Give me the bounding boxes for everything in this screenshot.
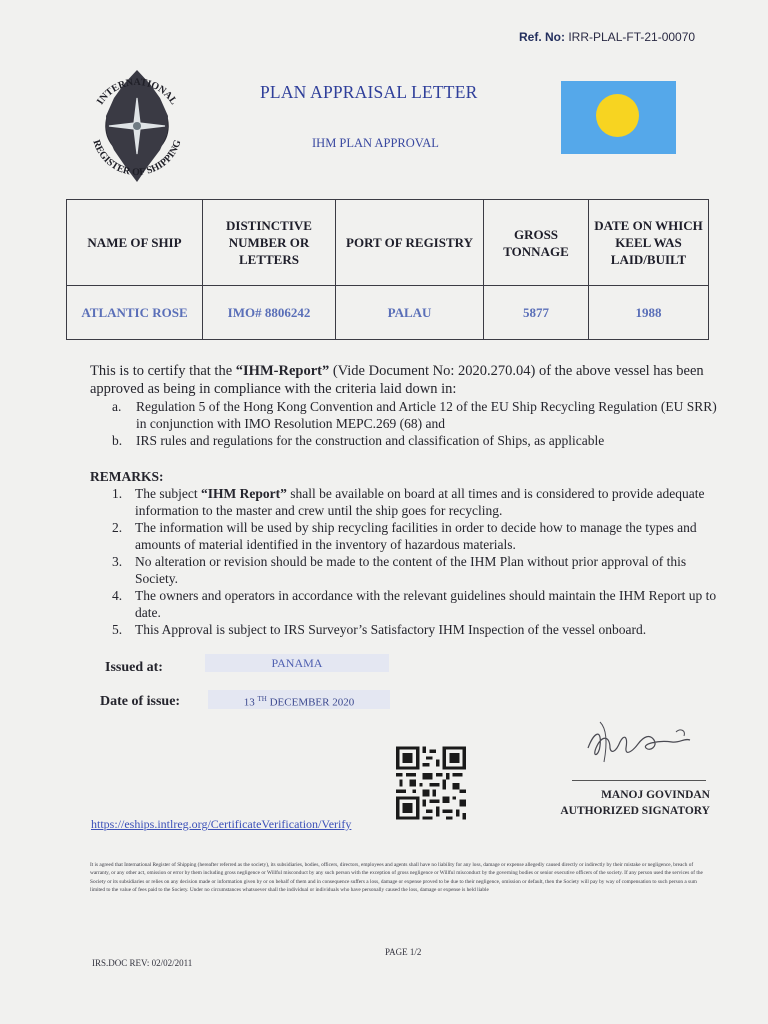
certify-report-name: “IHM-Report” bbox=[235, 363, 330, 379]
header-port-of-registry: PORT OF REGISTRY bbox=[336, 200, 484, 286]
date-of-issue-label: Date of issue: bbox=[100, 694, 181, 709]
signature-line bbox=[572, 780, 706, 781]
item-marker: a. bbox=[112, 399, 122, 414]
certify-paragraph bbox=[90, 362, 722, 398]
item-text: IRS rules and regulations for the construction and classification of Ships, as applicable bbox=[136, 433, 605, 448]
svg-text:REGISTER OF SHIPPING: REGISTER OF SHIPPING bbox=[90, 138, 184, 179]
item-marker: 3. bbox=[112, 554, 123, 569]
list-item bbox=[90, 587, 722, 621]
item-bold-text: “IHM Report” bbox=[200, 486, 287, 501]
page-number: PAGE 1/2 bbox=[385, 947, 422, 957]
issue-day-suffix: TH bbox=[257, 695, 267, 703]
qr-code-icon[interactable] bbox=[396, 746, 466, 820]
list-item bbox=[90, 621, 722, 638]
cell-year: 1988 bbox=[589, 286, 709, 340]
remarks-heading: REMARKS: bbox=[90, 469, 164, 484]
reference-number bbox=[519, 30, 695, 44]
item-text: The subject bbox=[135, 486, 201, 501]
item-marker: b. bbox=[112, 433, 123, 448]
item-text: The owners and operators in accordance with the relevant guidelines should maintain the IHM Report up to date. bbox=[135, 588, 717, 620]
item-text: No alteration or revision should be made to the content of the IHM Plan without prior approval of this Society. bbox=[135, 554, 687, 586]
flag-disc bbox=[596, 94, 639, 137]
list-item bbox=[90, 432, 722, 449]
table-row bbox=[67, 286, 709, 340]
liability-disclaimer: It is agreed that International Register of Shipping (hereafter referred as the society), its subsidiaries, bodies, officers, directors, employees and agents shall have no liability for any loss, damage or expense allegedly caused directly or indirectly by their mistake or negligence, breach of warranty, or any other act, omission or error by them including gross negligence or Willful misconduct by any such person with the exception of gross negligence or Willful misconduct by the governing bodies or senior executive officers of the society. If any person used the services of the Society or its subsidiaries or relies on any decision made or information given by or on behalf of them and in consequence suffers a loss, damage or expense proved to be due to their negligence, omission or default, then the Society will pay by way of compensation to such person a sum limited to the value of fees paid to the Society. Under no circumstances whatsoever shall the individual or individuals who have personally caused the loss, damage or expense is held liable bbox=[90, 862, 703, 894]
letter-subtitle: IHM PLAN APPROVAL bbox=[312, 136, 439, 150]
header-name-of-ship: NAME OF SHIP bbox=[67, 200, 203, 286]
item-marker: 5. bbox=[112, 622, 123, 637]
item-text: The information will be used by ship recycling facilities in order to decide how to manage the types and amounts of material identified in the inventory of hazardous materials. bbox=[135, 520, 697, 552]
list-item bbox=[90, 553, 722, 587]
issue-day: 13 bbox=[243, 696, 255, 709]
remarks-list bbox=[90, 485, 722, 638]
item-marker: 2. bbox=[112, 520, 123, 535]
issued-at-label: Issued at: bbox=[105, 660, 163, 675]
letter-title: PLAN APPRAISAL LETTER bbox=[260, 82, 478, 102]
document-revision-code: IRS.DOC REV: 02/02/2011 bbox=[92, 958, 193, 968]
item-text: shall be available on board at all times and is considered to provide adequate information to the master and crew until the ship goes for recycling. bbox=[135, 486, 705, 518]
palau-flag-icon bbox=[561, 81, 676, 154]
certificate-verification-link[interactable]: https://eships.intlreg.org/CertificateVerification/Verify bbox=[91, 817, 352, 831]
svg-text:INTERNATIONAL: INTERNATIONAL bbox=[94, 76, 179, 107]
cell-port: PALAU bbox=[336, 286, 484, 340]
list-item bbox=[90, 485, 722, 519]
issued-at-value: PANAMA bbox=[205, 654, 389, 672]
header-gross-tonnage: GROSS TONNAGE bbox=[484, 200, 589, 286]
reference-label: Ref. No: bbox=[519, 30, 565, 44]
item-marker: 4. bbox=[112, 588, 123, 603]
signatory-block bbox=[544, 787, 710, 819]
handwritten-signature bbox=[580, 718, 700, 766]
certify-pre: This is to certify that the bbox=[90, 363, 236, 379]
list-item bbox=[90, 398, 722, 432]
item-text: Regulation 5 of the Hong Kong Convention and Article 12 of the EU Ship Recycling Regulation (EU SRR) in conjunction with IMO Resolution MEPC.269 (68) and bbox=[136, 399, 717, 431]
criteria-list bbox=[90, 398, 722, 449]
certify-post: (Vide Document No: 2020.270.04) of the above vessel has been approved as being in compliance with the criteria laid down in: bbox=[90, 363, 704, 397]
table-header-row bbox=[67, 200, 709, 286]
date-of-issue-value bbox=[208, 690, 390, 709]
ship-particulars-table bbox=[66, 199, 709, 340]
cell-tonnage: 5877 bbox=[484, 286, 589, 340]
issue-month-year: DECEMBER 2020 bbox=[269, 696, 355, 709]
cell-imo-number: IMO# 8806242 bbox=[203, 286, 336, 340]
cell-ship-name: ATLANTIC ROSE bbox=[67, 286, 203, 340]
irs-seal-logo bbox=[82, 48, 192, 193]
header-distinctive-number: DISTINCTIVE NUMBER OR LETTERS bbox=[203, 200, 336, 286]
item-text: This Approval is subject to IRS Surveyor’s Satisfactory IHM Inspection of the vessel onboard. bbox=[135, 622, 647, 637]
item-marker: 1. bbox=[112, 486, 123, 501]
signatory-title: AUTHORIZED SIGNATORY bbox=[560, 805, 710, 817]
signatory-name: MANOJ GOVINDAN bbox=[601, 789, 710, 801]
reference-value: IRR-PLAL-FT-21-00070 bbox=[568, 30, 696, 44]
header-keel-date: DATE ON WHICH KEEL WAS LAID/BUILT bbox=[589, 200, 709, 286]
certificate-body bbox=[90, 362, 722, 638]
list-item bbox=[90, 519, 722, 553]
